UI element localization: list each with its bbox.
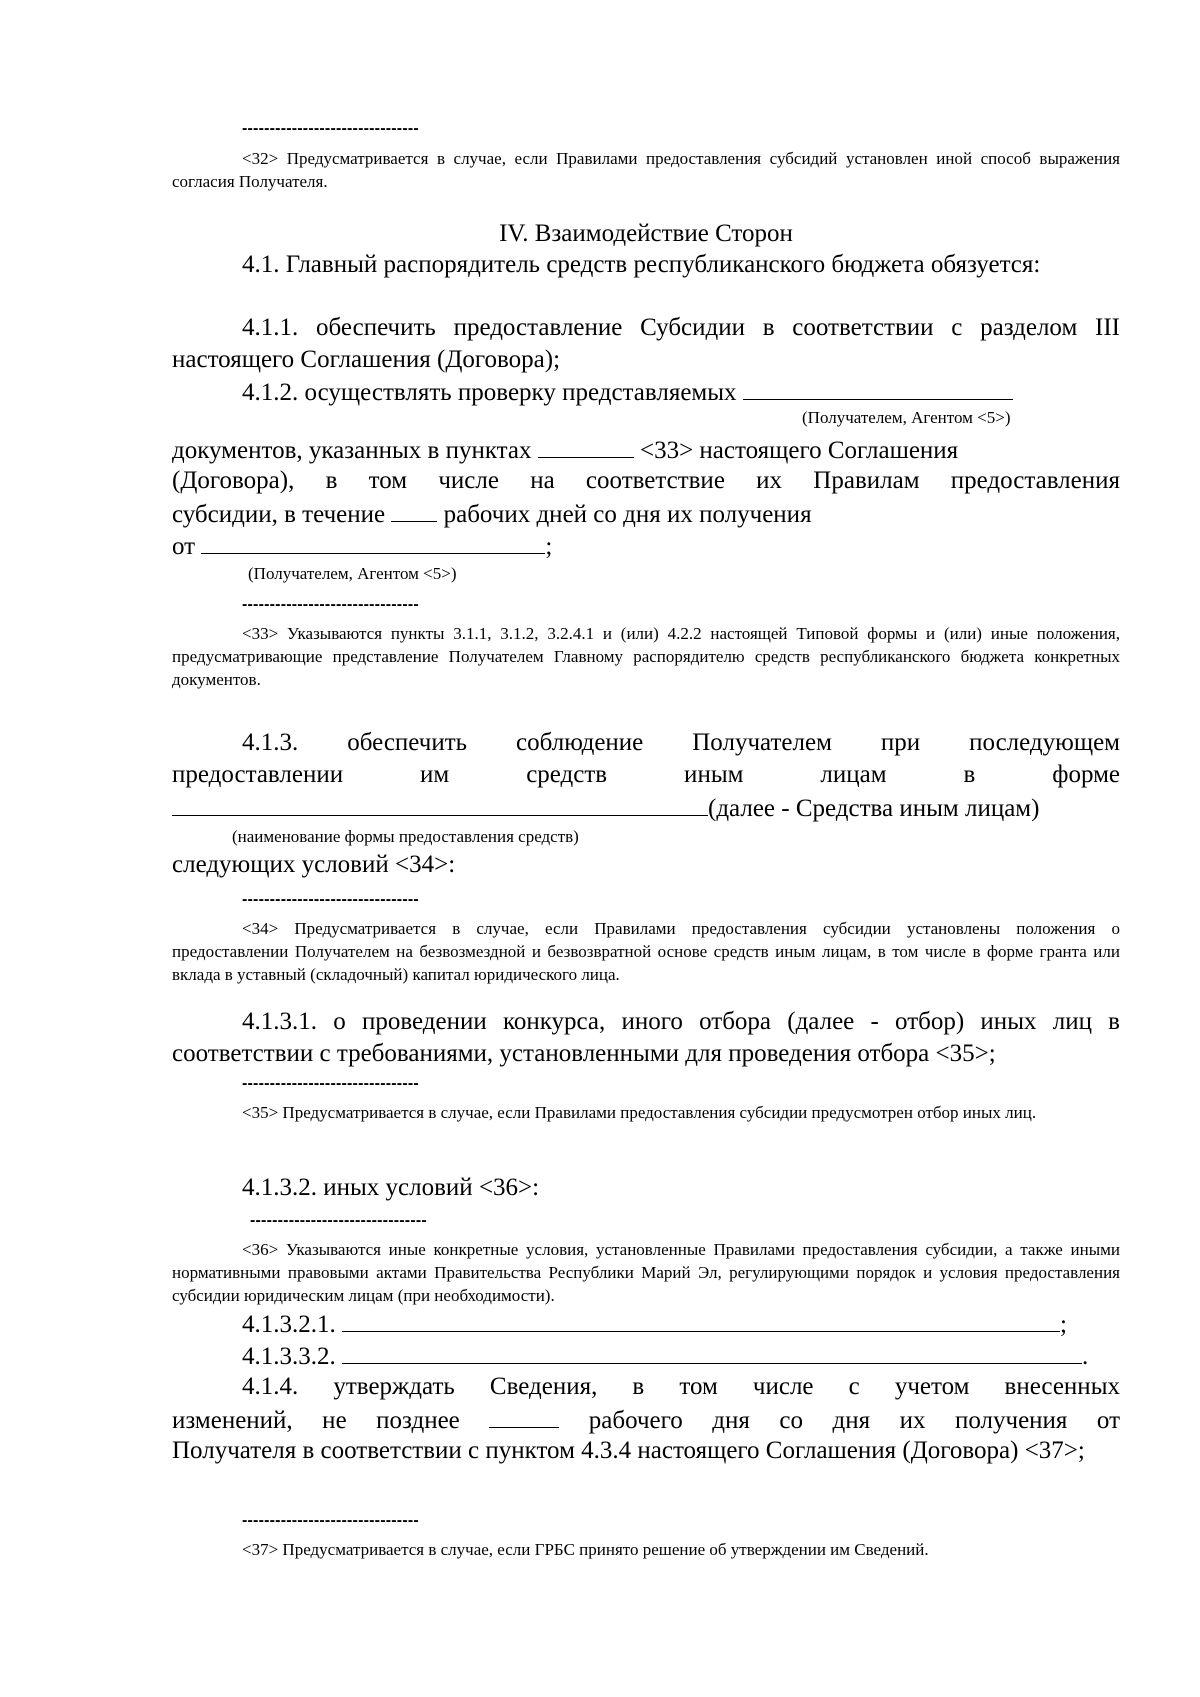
blank-field-from[interactable] <box>201 529 545 554</box>
paragraph-4-1-1: 4.1.1. обеспечить предоставление Субсидии в соответствии с разделом III настоящего Соглашения (Договора); <box>172 314 1120 373</box>
paragraph-4-1-2-start: 4.1.2. осуществлять проверку представляемых <box>242 379 737 406</box>
paragraph-4-1-3-1: 4.1.3.1. о проведении конкурса, иного отбора (далее - отбор) иных лиц в соответствии с требованиями, установленными для проведения отбора <35>; <box>172 1008 1120 1067</box>
paragraph-4-1-3-2-1-number: 4.1.3.2.1. <box>242 1311 336 1338</box>
footnote-separator: -------------------------------- <box>242 120 419 137</box>
blank-field-form[interactable] <box>172 791 708 816</box>
paragraph-4-1-2-line-5 <box>172 529 1120 563</box>
footnote-32: <32> Предусматривается в случае, если Правилами предоставления субсидий установлен иной способ выражения согласия Получателя. <box>172 149 1120 191</box>
paragraph-4-1: 4.1. Главный распорядитель средств республиканского бюджета обязуется: <box>242 251 1041 278</box>
paragraph-4-1-4-line-2 <box>172 1403 1120 1437</box>
footnote-separator: -------------------------------- <box>242 1512 419 1529</box>
blank-field-recipient[interactable] <box>743 375 1013 400</box>
paragraph-4-1-2-text: от <box>172 533 196 560</box>
paragraph-4-1-3-2-1 <box>172 1307 1120 1341</box>
paragraph-4-1-2-line-2 <box>172 433 1120 467</box>
footnote-35: <35> Предусматривается в случае, если Правилами предоставления субсидии предусмотрен отбор иных лиц. <box>242 1103 1037 1122</box>
paragraph-4-1-3-3-2-text: . <box>1082 1343 1089 1370</box>
footnote-separator: -------------------------------- <box>242 891 419 908</box>
paragraph-4-1-2-line-3: (Договора), в том числе на соответствие их Правилам предоставления <box>172 467 1120 494</box>
paragraph-4-1-3-line-2: предоставлении им средств иным лицам в форме <box>172 761 1120 788</box>
blank-field-working-day[interactable] <box>489 1403 559 1428</box>
caption-recipient-agent: (Получателем, Агентом <5>) <box>248 564 457 583</box>
paragraph-4-1-2-line-4 <box>172 497 1120 531</box>
caption-recipient-agent: (Получателем, Агентом <5>) <box>802 408 1011 427</box>
paragraph-4-1-4-rest: Получателя в соответствии с пунктом 4.3.4 настоящего Соглашения (Договора) <37>; <box>172 1437 1085 1464</box>
footnote-33: <33> Указываются пункты 3.1.1, 3.1.2, 3.2.4.1 и (или) 4.2.2 настоящей Типовой формы и (или) иные положения, предусматривающие представление Получателем Главному распорядителю средств республиканского бюджета конкретных документов. <box>172 624 1120 689</box>
blank-field-condition-1[interactable] <box>342 1307 1060 1332</box>
footnote-separator: -------------------------------- <box>242 1075 419 1092</box>
paragraph-4-1-4-text: изменений, не позднее <box>172 1407 460 1434</box>
paragraph-4-1-4-line-1: 4.1.4. утверждать Сведения, в том числе с учетом внесенных <box>242 1373 1120 1400</box>
blank-field-clauses[interactable] <box>538 433 634 458</box>
blank-field-days[interactable] <box>391 497 437 522</box>
footnote-36: <36> Указываются иные конкретные условия, установленные Правилами предоставления субсидии, а также иными нормативными правовыми актами Правительства Республики Марий Эл, регулирующими порядок и условия предоставления субсидии юридическим лицам (при необходимости). <box>172 1240 1120 1305</box>
paragraph-4-1-2-line-1 <box>172 375 1120 409</box>
paragraph-4-1-2-text: рабочих дней со дня их получения <box>443 501 812 528</box>
footnote-separator: -------------------------------- <box>242 596 419 613</box>
footnote-separator: -------------------------------- <box>250 1212 427 1229</box>
section-title: IV. Взаимодействие Сторон <box>499 220 793 247</box>
paragraph-4-1-3-line-3 <box>172 791 1120 825</box>
paragraph-4-1-3-2: 4.1.3.2. иных условий <36>: <box>242 1174 540 1201</box>
paragraph-4-1-3-3-2-number: 4.1.3.3.2. <box>242 1343 336 1370</box>
caption-form-name: (наименование формы предоставления средств) <box>232 827 579 846</box>
paragraph-4-1-3-text: (далее - Средства иным лицам) <box>708 795 1040 822</box>
paragraph-4-1-2-text: ; <box>545 533 553 560</box>
paragraph-4-1-4-text: рабочего дня со дня их получения от <box>588 1407 1121 1434</box>
footnote-34: <34> Предусматривается в случае, если Правилами предоставления субсидии установлены положения о предоставлении Получателем на безвозмездной и безвозвратной основе средств иным лицам, в том числе в форме гранта или вклада в уставный (складочный) капитал юридического лица. <box>172 919 1120 984</box>
paragraph-4-1-3-3-2 <box>172 1339 1120 1373</box>
paragraph-4-1-3-line-1: 4.1.3. обеспечить соблюдение Получателем при последующем <box>242 729 1120 756</box>
footnote-37: <37> Предусматривается в случае, если ГРБС принято решение об утверждении им Сведений. <box>242 1540 929 1559</box>
paragraph-4-1-3-line-4: следующих условий <34>: <box>172 851 456 878</box>
paragraph-4-1-3-2-1-text: ; <box>1060 1311 1067 1338</box>
paragraph-4-1-2-text: <33> настоящего Соглашения <box>639 437 959 464</box>
paragraph-4-1-2-text: документов, указанных в пунктах <box>172 437 532 464</box>
blank-field-condition-2[interactable] <box>342 1339 1082 1364</box>
paragraph-4-1-2-text: субсидии, в течение <box>172 501 386 528</box>
